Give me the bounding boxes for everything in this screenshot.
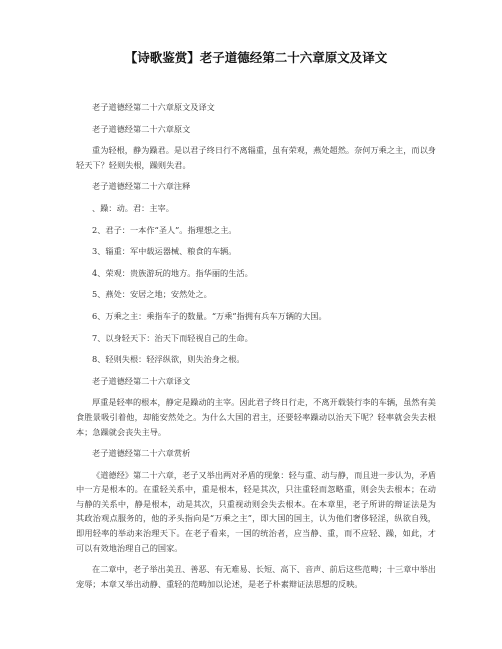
document-title: 【诗歌鉴赏】老子道德经第二十六章原文及译文 bbox=[124, 50, 388, 65]
annotation-item-8: 8、轻则失根：轻浮纵欲，则失治身之根。 bbox=[92, 354, 245, 365]
annotation-item-4: 4、荣观：贵族游玩的地方。指华丽的生活。 bbox=[92, 267, 253, 278]
heading-annotations: 老子道德经第二十六章注释 bbox=[92, 181, 191, 192]
original-text-paragraph: 重为轻根，静为躁君。是以君子终日行不离辎重，虽有荣观，燕处超然。奈何万乘之主，而以身轻天下？轻则失根，躁则失君。 bbox=[76, 145, 436, 170]
translation-paragraph: 厚重是轻率的根本，静定是躁动的主宰。因此君子终日行走，不离开载装行李的车辆，虽然有美食胜景吸引着他，却能安然处之。为什么大国的君主，还要轻率躁动以治天下呢？轻率就会失去根本；急躁就会丧失主导。 bbox=[76, 397, 436, 437]
heading-full-title: 老子道德经第二十六章原文及译文 bbox=[92, 102, 215, 112]
appreciation-paragraph-2: 在二章中，老子举出美丑、善恶、有无难易、长短、高下、音声、前后这些范畴；十三章中举出宠辱；本章又举出动静、重轻的范畴加以论述，是老子朴素辩证法思想的反映。 bbox=[76, 564, 436, 589]
annotation-item-6: 6、万乘之主：乘指车子的数量。“万乘”指拥有兵车万辆的大国。 bbox=[92, 310, 327, 321]
annotation-item-7: 7、以身轻天下：治天下而轻视自己的生命。 bbox=[92, 332, 253, 343]
appreciation-paragraph-1: 《道德经》第二十六章，老子又举出两对矛盾的现象：轻与重、动与静，而且进一步认为，矛盾中一方是根本的。在重轻关系中，重是根本，轻是其次，只注重轻而忽略重，则会失去根本；在动与静的关系中，静是根本，动是其次，只重视动则会失去根本。在本章里，老子所讲的辩证法是为其政治观点服务的，他的矛头指向是“万乘之主”，即大国的国主，认为他们奢侈轻淫，纵欲自残，即用轻率的举动来治理天下。在老子看来，一国的统治者，应当静、重，而不应轻、躁，如此，才可以有效地治理自己的国家。 bbox=[76, 469, 436, 553]
annotation-item-3: 3、辎重：军中载运器械、粮食的车辆。 bbox=[92, 246, 237, 257]
annotation-item-2: 2、君子：一本作“圣人”。指理想之主。 bbox=[92, 224, 237, 235]
heading-original-text: 老子道德经第二十六章原文 bbox=[92, 123, 191, 134]
document-body bbox=[76, 100, 436, 591]
annotation-item-1: 、躁：动。君：主宰。 bbox=[92, 202, 174, 213]
annotation-item-5: 5、燕处：安居之地；安然处之。 bbox=[92, 289, 212, 300]
heading-translation: 老子道德经第二十六章译文 bbox=[92, 375, 191, 386]
heading-appreciation: 老子道德经第二十六章赏析 bbox=[92, 448, 191, 459]
